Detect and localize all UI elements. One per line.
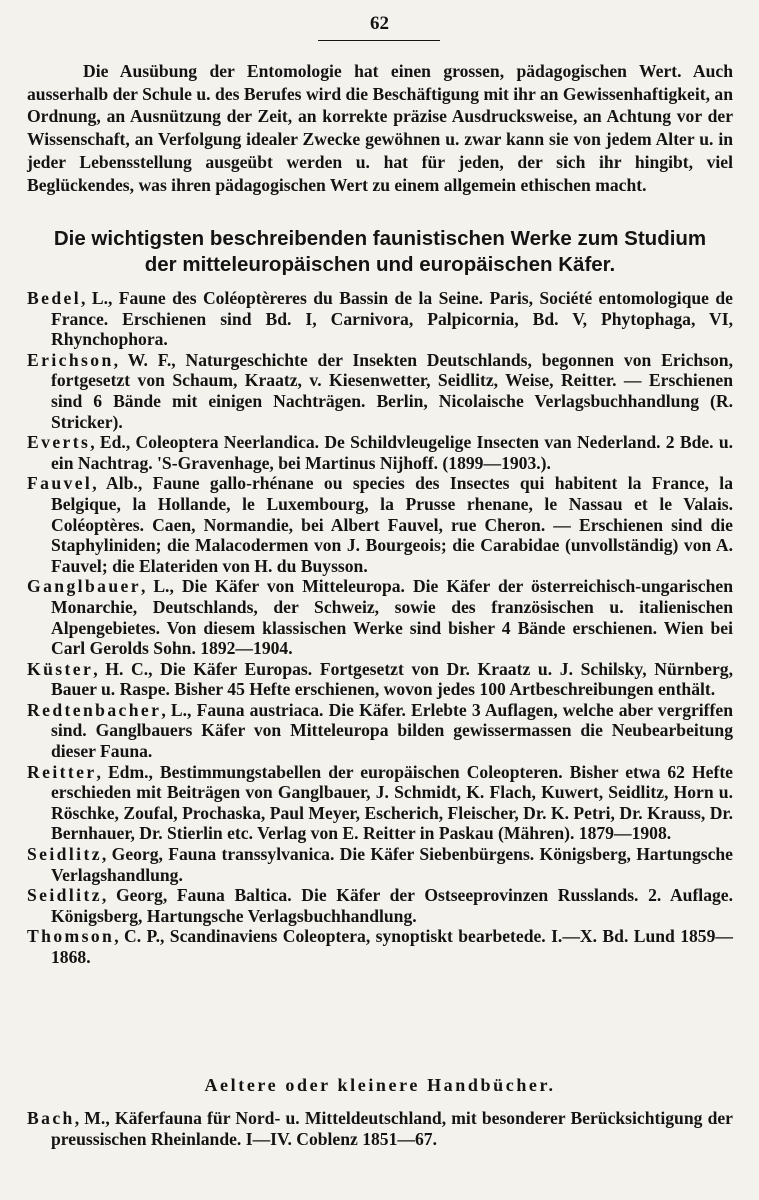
entry-author: Seidlitz [27, 885, 102, 906]
entry-text: , L., Fauna austriaca. Die Käfer. Erlebte 3 Auflagen, welche aber vergriffen sind. Ganglbauers Käfer von Mitteleuropa bilden gewissermassen die Neubearbeitung dieser Fauna. [51, 699, 733, 762]
bibliography-entry [27, 432, 733, 473]
entry-author: Everts [27, 432, 91, 453]
entry-author: Küster [27, 658, 94, 679]
entry-text: , C. P., Scandinaviens Coleoptera, synoptiskt bearbetede. I.—X. Bd. Lund 1859—1868. [51, 926, 733, 967]
entry-author: Thomson [27, 926, 115, 947]
entry-author: Ganglbauer [27, 576, 141, 597]
entry-author: Seidlitz [27, 844, 102, 865]
bibliography-list [27, 288, 733, 968]
entry-author: Fauvel [27, 473, 93, 494]
bibliography-entry [27, 576, 733, 658]
bibliography-entry [27, 844, 733, 885]
bibliography-entry [27, 762, 733, 844]
entry-author: Bach [27, 1108, 75, 1128]
entry-author: Bedel [27, 288, 82, 308]
bibliography-entry [27, 700, 733, 762]
entry-text: , Edm., Bestimmungstabellen der europäischen Coleopteren. Bisher etwa 62 Hefte erschieden mit Beiträgen von Ganglbauer, J. Schmidt, K. Flach, Kuwert, Seidlitz, Horn u. Röschke, Zoufal, Prochaska, Paul Meyer, Escherich, Fleischer, Dr. K. Petri, Dr. Krauss, Dr. Bernhauer, Dr. Stierlin etc. Verlag von E. Reitter in Paskau (Mähren). 1879—1908. [51, 761, 733, 844]
bibliography-entry [27, 288, 733, 350]
bibliography-entry [27, 1108, 733, 1149]
entry-text: , L., Die Käfer von Mitteleuropa. Die Käfer der österreichisch-ungarischen Monarchie, Deutschlands, der Schweiz, sowie des französischen u. italienischen Alpengebietes. Von diesem klassischen Werke sind bisher 4 Bände erschienen. Wien bei Carl Gerolds Sohn. 1892—1904. [51, 576, 733, 659]
bibliography-entry [27, 885, 733, 926]
entry-text: , L., Faune des Coléoptèreres du Bassin de la Seine. Paris, Société entomologique de France. Erschienen sind Bd. I, Carnivora, Palpicornia, Bd. V, Phytophaga, VI, Rhynchophora. [51, 288, 733, 350]
section-heading-line-2: der mitteleuropäischen und europäischen Käfer. [144, 253, 616, 276]
entry-text: , Georg, Fauna Baltica. Die Käfer der Ostseeprovinzen Russlands. 2. Auflage. Königsberg, Hartungsche Verlagsbuchhandlung. [51, 885, 733, 926]
entry-author: Erichson [27, 349, 114, 370]
page-number: 62 [370, 13, 389, 34]
entry-text: , W. F., Naturgeschichte der Insekten Deutschlands, begonnen von Erichson, fortgesetzt von Schaum, Kraatz, v. Kiesenwetter, Seidlitz, Weise, Reitter. — Erschienen sind 6 Bände mit einigen Nachträgen. Berlin, Nicolaische Verlagsbuchhandlung (R. Stricker). [51, 349, 733, 432]
bibliography-entry [27, 926, 733, 967]
entry-text: , Georg, Fauna transsylvanica. Die Käfer Siebenbürgens. Königsberg, Hartungsche Verlagshandlung. [51, 844, 733, 885]
header-rule [318, 40, 440, 41]
bibliography-entry [27, 350, 733, 432]
entry-author: Reitter [27, 761, 97, 782]
entry-author: Redtenbacher [27, 699, 162, 720]
subsection-heading: Aeltere oder kleinere Handbücher. [204, 1075, 556, 1095]
bibliography-list-older [27, 1108, 733, 1149]
bibliography-entry [27, 659, 733, 700]
entry-text: , Alb., Faune gallo-rhénane ou species des Insectes qui habitent la France, la Belgique, la Hollande, le Luxembourg, la Prusse rhenane, le Nassau et le Valais. Coléoptères. Caen, Normandie, bei Albert Fauvel, rue Cheron. — Erschienen sind die Staphyliniden; die Malacodermen von J. Bourgeois; die Carabidae (unvollständig) von A. Fauvel; die Elateriden von H. du Buysson. [51, 473, 733, 576]
intro-paragraph: Die Ausübung der Entomologie hat einen grossen, pädagogischen Wert. Auch ausserhalb der Schule u. des Berufes wird die Beschäftigung mit ihr an Gewissenhaftigkeit, an Ordnung, an Ausnützung der Zeit, an korrekte präzise Ausdrucksweise, an Achtung vor der Wissenschaft, an Verfolgung idealer Zwecke gewöhnen u. zwar kann sie von jedem Alter u. in jeder Lebensstellung ausgeübt werden u. hat für jeden, der sich ihr hingibt, viel Beglückendes, was ihren pädagogischen Wert zu einem allgemein ethischen macht. [27, 61, 733, 195]
section-heading [27, 226, 733, 278]
section-heading-line-1: Die wichtigsten beschreibenden faunistischen Werke zum Studium [53, 227, 707, 250]
entry-text: , M., Käferfauna für Nord- u. Mitteldeutschland, mit besonderer Berücksichtigung der preussischen Rheinlande. I—IV. Coblenz 1851—67. [51, 1108, 733, 1149]
bibliography-entry [27, 473, 733, 576]
entry-text: , Ed., Coleoptera Neerlandica. De Schildvleugelige Insecten van Nederland. 2 Bde. u. ein Nachtrag. 'S-Gravenhage, bei Martinus Nijhoff. (1899—1903.). [51, 432, 733, 473]
entry-text: , H. C., Die Käfer Europas. Fortgesetzt von Dr. Kraatz u. J. Schilsky, Nürnberg, Bauer u. Raspe. Bisher 45 Hefte erschienen, wovon jedes 100 Artbeschreibungen enthält. [51, 658, 733, 700]
